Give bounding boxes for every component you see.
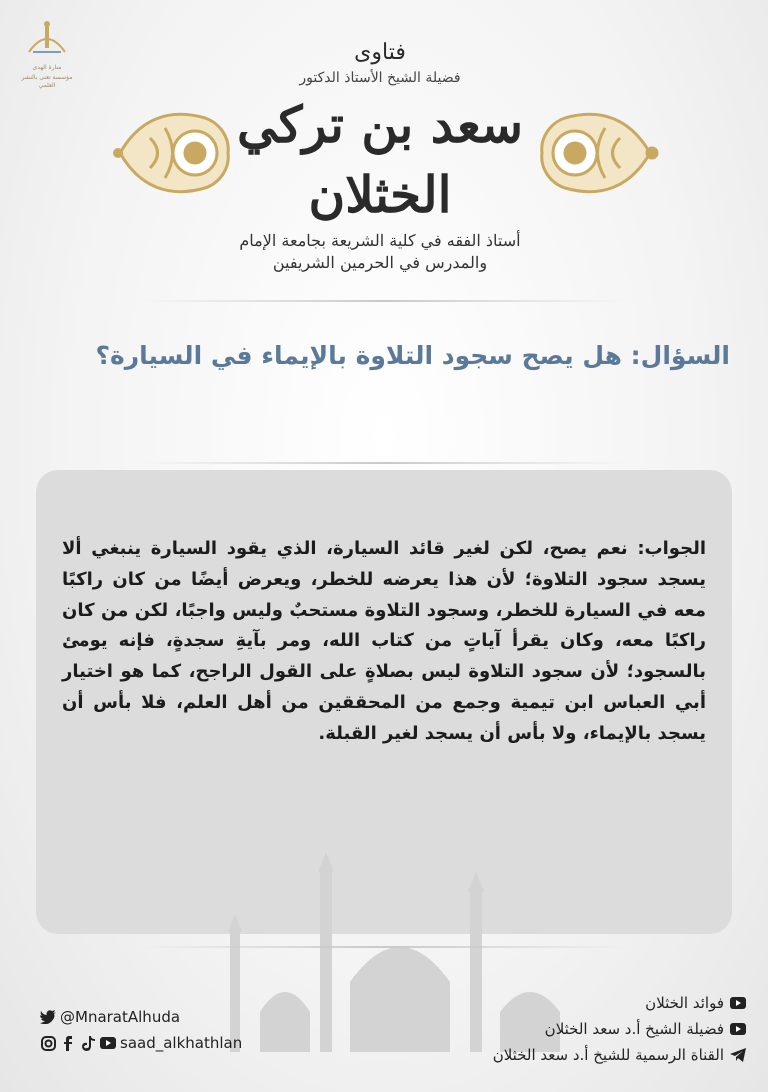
- divider-bottom: [140, 946, 628, 948]
- header: [0, 38, 768, 278]
- footer-channels: [493, 990, 746, 1068]
- tiktok-icon: [80, 1035, 96, 1051]
- social-row[interactable]: [40, 1030, 242, 1056]
- footer-social: [40, 1004, 242, 1056]
- divider-top: [140, 300, 628, 302]
- twitter-row[interactable]: [40, 1004, 242, 1030]
- channel-row[interactable]: [493, 1042, 746, 1068]
- channel-row[interactable]: [493, 1016, 746, 1042]
- right-ornament-icon: [530, 88, 660, 218]
- position-line-1: أستاذ الفقه في كلية الشريعة بجامعة الإمام: [239, 231, 521, 250]
- left-ornament-icon: [110, 88, 240, 218]
- channel-label: القناة الرسمية للشيخ أ.د سعد الخثلان: [492, 1046, 724, 1064]
- question-heading: السؤال: هل يصح سجود التلاوة بالإيماء في السيارة؟: [95, 341, 730, 370]
- channel-label: فوائد الخثلان: [645, 994, 724, 1012]
- twitter-icon: [40, 1009, 56, 1025]
- logo-title: منارة الهدى: [32, 64, 62, 71]
- scholar-name: سعد بن تركي الخثلان: [236, 95, 524, 224]
- youtube-icon: [730, 995, 746, 1011]
- youtube-icon: [100, 1035, 116, 1051]
- answer-text: الجواب: نعم يصح، لكن لغير قائد السيارة، الذي يقود السيارة ينبغي ألا يسجد سجود التلاوة؛ لأن هذا يعرضه للخطر، ويعرض أيضًا من كان راكبًا معه في السيارة للخطر، وسجود التلاوة مستحبٌ وليس واجبًا، لكن من كان راكبًا معه، وكان يقرأ آياتٍ من كتاب الله، ومر بآيةِ سجدةٍ، فإنه يومئ بالسجود؛ لأن سجود التلاوة ليس بصلاةٍ على القول الراجح، كما هو اختيار أبي العباس ابن تيمية وجمع من المحققين من أهل العلم، فلا بأس أن يسجد بالإيماء، ولا بأس أن يسجد لغير القبلة.: [62, 538, 706, 744]
- title-block: [230, 38, 530, 274]
- telegram-icon: [730, 1047, 746, 1063]
- youtube-icon: [730, 1021, 746, 1037]
- divider-middle: [140, 462, 628, 464]
- position-line-2: والمدرس في الحرمين الشريفين: [272, 253, 488, 272]
- logo-subtitle: مؤسسة تعنى بالنشر العلمي: [21, 74, 73, 89]
- twitter-handle: @MnaratAlhuda: [60, 1008, 181, 1026]
- instagram-icon: [40, 1035, 56, 1051]
- channel-row[interactable]: [493, 990, 746, 1016]
- facebook-icon: [60, 1035, 76, 1051]
- series-title: فتاوى: [354, 40, 406, 65]
- honorific: فضيلة الشيخ الأستاذ الدكتور: [299, 70, 461, 86]
- channel-label: فضيلة الشيخ أ.د سعد الخثلان: [544, 1020, 724, 1038]
- social-handle: saad_alkhathlan: [120, 1034, 243, 1052]
